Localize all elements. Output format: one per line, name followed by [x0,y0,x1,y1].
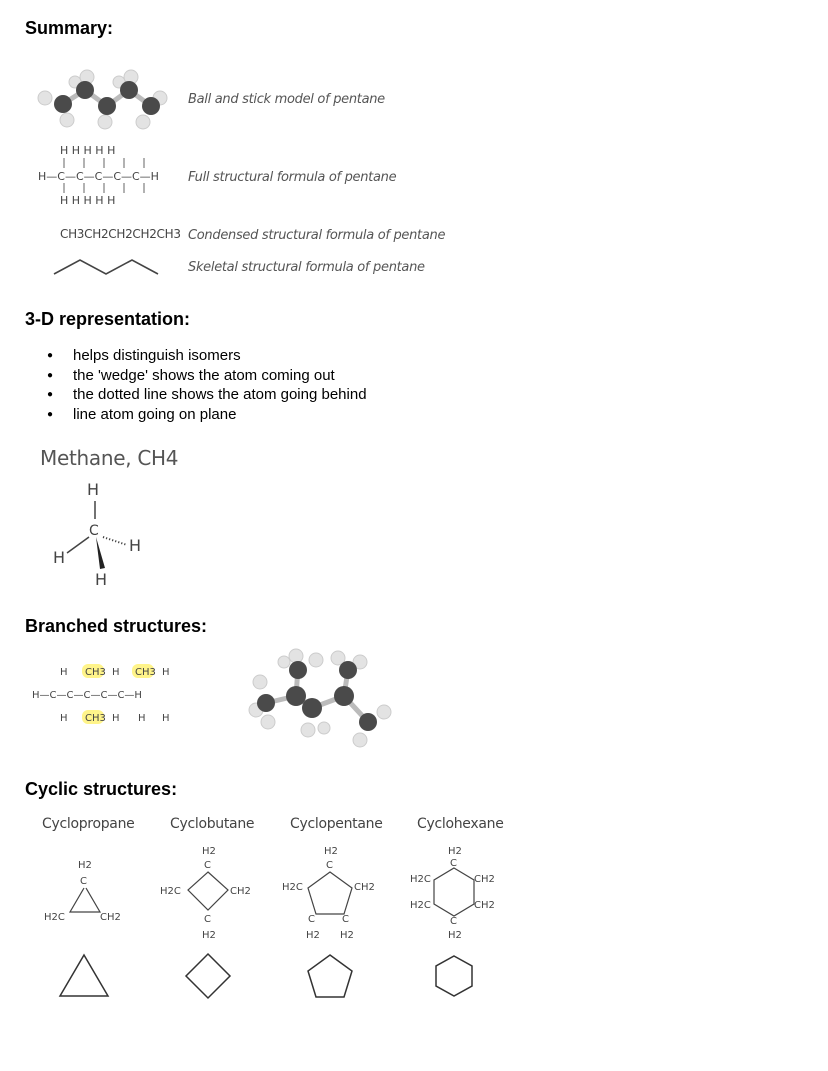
branched-heading: Branched structures: [25,616,208,636]
svg-text:H H H H H: H H H H H [60,194,116,207]
svg-text:H: H [112,667,120,678]
svg-text:H2C: H2C [160,886,181,897]
svg-text:CH2: CH2 [230,886,251,897]
full-structural-caption: Full structural formula of pentane [188,170,397,185]
cyclohexane-label: Cyclohexane [417,816,504,832]
svg-text:H H H H H: H H H H H [60,144,116,157]
list-item: ● helps distinguish isomers [47,346,367,366]
svg-text:C: C [326,860,333,871]
cyclohexane-structure [408,842,508,946]
svg-text:H: H [162,667,170,678]
pentane-full-structural-formula [36,140,178,210]
svg-text:C: C [342,914,349,925]
svg-text:CH2: CH2 [100,912,121,923]
svg-text:CH2: CH2 [474,900,495,911]
ball-stick-caption: Ball and stick model of pentane [188,92,385,107]
svg-text:H: H [87,480,100,499]
representation-bullet-list [47,346,367,424]
svg-text:CH3: CH3 [135,667,156,678]
svg-text:C: C [308,914,315,925]
svg-text:H2: H2 [324,846,338,857]
svg-text:H2: H2 [306,930,320,941]
list-item: ● line atom going on plane [47,405,367,425]
svg-text:C: C [450,858,457,869]
condensed-caption: Condensed structural formula of pentane [188,228,446,243]
cyclopentane-structure [278,842,382,946]
svg-text:H: H [129,536,142,555]
representation-heading: 3-D representation: [25,309,191,329]
skeletal-caption: Skeletal structural formula of pentane [188,260,425,275]
svg-text:H2: H2 [202,846,216,857]
svg-text:H: H [112,713,120,724]
svg-text:H2C: H2C [410,900,431,911]
svg-text:H—C—C—C—C—C—H: H—C—C—C—C—C—H [38,170,159,183]
svg-text:H: H [138,713,146,724]
svg-text:H: H [60,667,68,678]
svg-text:H2C: H2C [282,882,303,893]
cyclopentane-label: Cyclopentane [290,816,383,832]
svg-text:H: H [60,713,68,724]
svg-text:C: C [204,914,211,925]
svg-text:H: H [95,570,108,589]
pentane-ball-stick-model [35,68,170,130]
svg-text:H2C: H2C [410,874,431,885]
branched-structural-formula [30,660,200,730]
branched-ball-stick-model [244,648,394,748]
svg-text:H2: H2 [202,930,216,941]
svg-text:CH2: CH2 [354,882,375,893]
condensed-formula: CH3CH2CH2CH2CH3 [60,227,181,241]
svg-text:CH3: CH3 [85,667,106,678]
cyclohexane-skeletal [434,954,474,998]
cyclobutane-label: Cyclobutane [170,816,255,832]
cyclopropane-label: Cyclopropane [42,816,135,832]
svg-text:CH2: CH2 [474,874,495,885]
svg-text:H2: H2 [340,930,354,941]
cyclobutane-skeletal [184,952,232,1000]
cyclobutane-structure [158,842,258,946]
svg-text:H2: H2 [448,846,462,857]
svg-text:C: C [89,523,99,539]
svg-text:C: C [204,860,211,871]
methane-label: Methane, CH4 [40,446,179,470]
svg-text:H: H [53,548,66,567]
svg-text:H2: H2 [78,860,92,871]
cyclopropane-skeletal [58,953,110,999]
cyclic-heading: Cyclic structures: [25,779,178,799]
summary-heading: Summary: [25,18,114,38]
svg-text:CH3: CH3 [85,713,106,724]
svg-text:H: H [162,713,170,724]
cyclopropane-structure [42,856,130,932]
pentane-skeletal-formula [52,254,160,278]
svg-text:H2: H2 [448,930,462,941]
cyclopentane-skeletal [306,953,354,999]
svg-text:H—C—C—C—C—C—H: H—C—C—C—C—C—H [32,690,142,701]
list-item: ● the 'wedge' shows the atom coming out [47,366,367,386]
svg-text:C: C [80,876,87,887]
methane-3d-structure [45,475,155,590]
svg-text:C: C [450,916,457,927]
list-item: ● the dotted line shows the atom going behind [47,385,367,405]
svg-text:H2C: H2C [44,912,65,923]
